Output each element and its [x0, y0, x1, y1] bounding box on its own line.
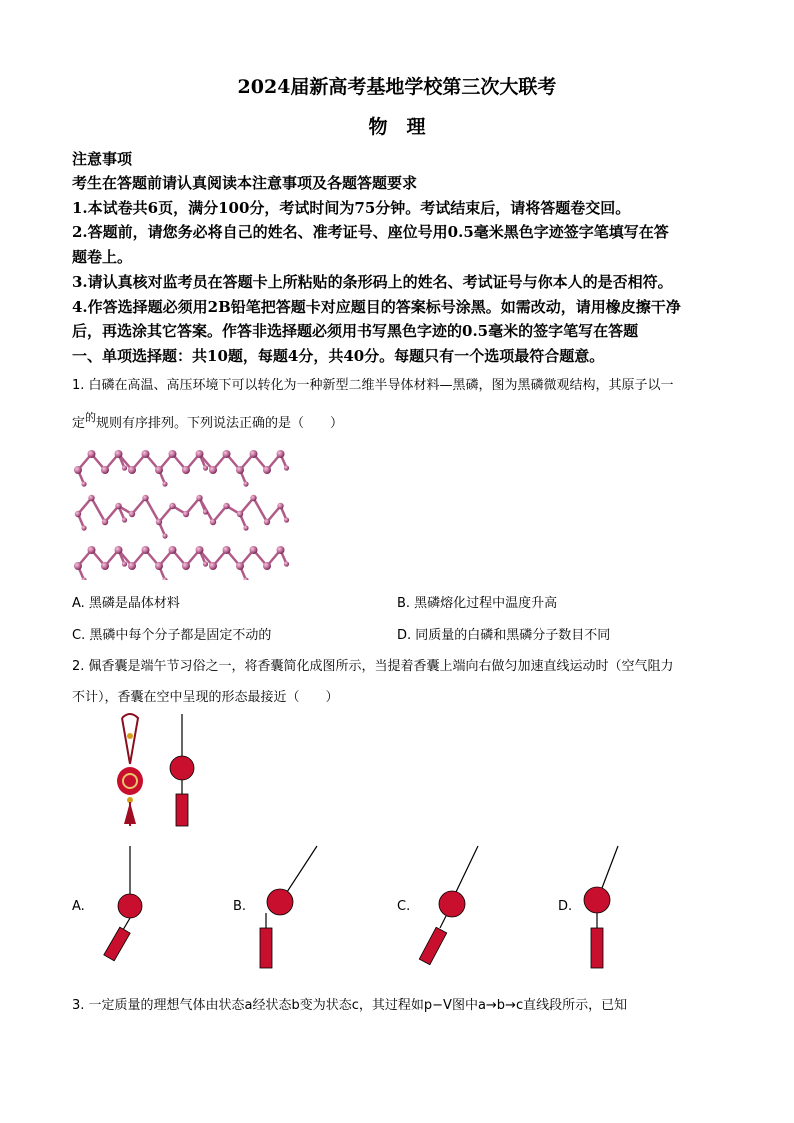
phosphorus-atom	[169, 450, 177, 458]
phosphorus-atom	[81, 525, 86, 530]
phosphorus-atom	[250, 546, 258, 554]
q1-option-d[interactable]: D. 同质量的白磷和黑磷分子数目不同	[397, 628, 611, 643]
phosphorus-atom	[263, 562, 271, 570]
phosphorus-atom	[183, 511, 189, 517]
q2-line1: 2. 佩香囊是端午节习俗之一，将香囊简化成图所示，当提着香囊上端向右做匀加速直线运动时（空气阻力	[72, 659, 674, 674]
phosphorus-atom	[209, 466, 217, 474]
phosphorus-atom	[223, 546, 231, 554]
q1-option-c[interactable]: C. 黑磷中每个分子都是固定不动的	[72, 628, 272, 643]
phosphorus-atom	[182, 466, 190, 474]
phosphorus-atom	[101, 466, 109, 474]
phosphorus-atom	[128, 562, 136, 570]
sachet-photo	[108, 712, 152, 828]
phosphorus-atom	[236, 466, 244, 474]
q2-option-a-label[interactable]: A.	[72, 899, 85, 914]
phosphorus-atom	[115, 503, 121, 509]
phosphorus-atom	[277, 503, 283, 509]
phosphorus-atom	[122, 517, 127, 522]
phosphorus-atom	[284, 517, 289, 522]
phosphorus-atom	[223, 450, 231, 458]
q2-option-b-label[interactable]: B.	[233, 899, 247, 914]
phosphorus-atom	[102, 519, 108, 525]
q2-option-a-diagram[interactable]	[90, 842, 160, 972]
phosphorus-atom	[156, 519, 162, 525]
notice-item-1: 1.本试卷共6页，满分100分，考试时间为75分钟。考试结束后，请将答题卷交回。	[72, 199, 631, 217]
q2-option-d-label[interactable]: D.	[558, 899, 573, 914]
phosphorus-atom	[209, 562, 217, 570]
phosphorus-atoms	[74, 450, 289, 580]
phosphorus-atom	[75, 511, 81, 517]
phosphorus-atom	[115, 546, 123, 554]
q1-option-b[interactable]: B. 黑磷熔化过程中温度升高	[397, 596, 558, 611]
phosphorus-atom	[264, 519, 270, 525]
bond-line	[254, 498, 268, 522]
phosphorus-atom	[263, 466, 271, 474]
phosphorus-atom	[196, 450, 204, 458]
notice-item-3: 3.请认真核对监考员在答题卡上所粘贴的条形码上的姓名、考试证号与你本人的是否相符。	[72, 273, 673, 291]
phosphorus-atom	[169, 546, 177, 554]
bond-line	[146, 498, 160, 522]
subject-title: 物 理	[368, 116, 426, 138]
phosphorus-atom	[122, 561, 127, 566]
phosphorus-atom	[284, 561, 289, 566]
phosphorus-atom	[243, 481, 248, 486]
phosphorus-atom	[142, 546, 150, 554]
phosphorus-atom	[277, 450, 285, 458]
q2-option-c-diagram[interactable]	[410, 842, 500, 972]
phosphorus-atom	[155, 466, 163, 474]
q2-line2: 不计），香囊在空中呈现的形态最接近（ ）	[72, 690, 339, 705]
notice-heading: 注意事项	[72, 150, 133, 168]
phosphorus-atom	[250, 450, 258, 458]
q1-option-a[interactable]: A. 黑磷是晶体材料	[72, 596, 180, 611]
sachet-diagram-reference	[160, 712, 210, 832]
phosphorus-atom	[155, 562, 163, 570]
black-phosphorus-structure-image	[72, 440, 292, 580]
phosphorus-atom	[142, 450, 150, 458]
phosphorus-atom	[237, 511, 243, 517]
phosphorus-atom	[277, 546, 285, 554]
phosphorus-atom	[182, 562, 190, 570]
phosphorus-atom	[128, 466, 136, 474]
notice-item-2: 2.答题前，请您务必将自己的姓名、准考证号、座位号用0.5毫米黑色字迹签字笔填写在答	[72, 223, 669, 241]
phosphorus-atom	[196, 495, 202, 501]
phosphorus-atom	[122, 465, 127, 470]
phosphorus-atom	[203, 561, 208, 566]
phosphorus-atom	[142, 495, 148, 501]
phosphorus-atom	[88, 450, 96, 458]
notice-item-4-cont: 后，再选涂其它答案。作答非选择题必须用书写黑色字迹的0.5毫米的签字笔写在答题	[72, 322, 639, 340]
q2-option-b-diagram[interactable]	[245, 842, 335, 972]
phosphorus-atom	[223, 503, 229, 509]
phosphorus-atom	[284, 465, 289, 470]
q1-line2-start: 定	[72, 416, 86, 431]
notice-item-4: 4.作答选择题必须用2B铅笔把答题卡对应题目的答案标号涂黑。如需改动，请用橡皮擦干净	[72, 298, 681, 316]
q1-line1: 1. 白磷在高温、高压环境下可以转化为一种新型二维半导体材料—黑磷，图为黑磷微观结构，其原子以一	[72, 378, 674, 393]
phosphorus-atom	[203, 509, 208, 514]
phosphorus-atom	[162, 481, 167, 486]
q1-line2-end: 规则有序排列。下列说法正确的是（ ）	[96, 416, 344, 431]
phosphorus-atom	[250, 495, 256, 501]
phosphorus-atom	[101, 562, 109, 570]
section-heading: 一、单项选择题：共10题，每题4分，共40分。每题只有一个选项最符合题意。	[72, 347, 605, 365]
phosphorus-atom	[74, 562, 82, 570]
phosphorus-atom	[162, 533, 167, 538]
phosphorus-atom	[115, 450, 123, 458]
phosphorus-atom	[210, 519, 216, 525]
phosphorus-atom	[88, 546, 96, 554]
phosphorus-atom	[243, 525, 248, 530]
bond-line	[92, 498, 106, 522]
phosphorus-atom	[74, 466, 82, 474]
q1-line2	[72, 412, 343, 431]
phosphorus-atom	[129, 511, 135, 517]
q2-option-c-label[interactable]: C.	[397, 899, 411, 914]
phosphorus-atom	[196, 546, 204, 554]
q3-line1: 3. 一定质量的理想气体由状态a经状态b变为状态c，其过程如p−V图中a→b→c直线段所示，已知	[72, 998, 628, 1013]
notice-item-2-cont: 题卷上。	[72, 248, 133, 266]
phosphorus-atom	[169, 503, 175, 509]
q2-option-d-diagram[interactable]	[572, 842, 652, 972]
notice-intro: 考生在答题前请认真阅读本注意事项及各题答题要求	[72, 174, 418, 192]
exam-title: 2024届新高考基地学校第三次大联考	[237, 76, 557, 98]
phosphorus-atom	[88, 495, 94, 501]
q1-superscript: 的	[85, 411, 97, 424]
phosphorus-atom	[203, 465, 208, 470]
phosphorus-atom	[81, 481, 86, 486]
phosphorus-atom	[236, 562, 244, 570]
